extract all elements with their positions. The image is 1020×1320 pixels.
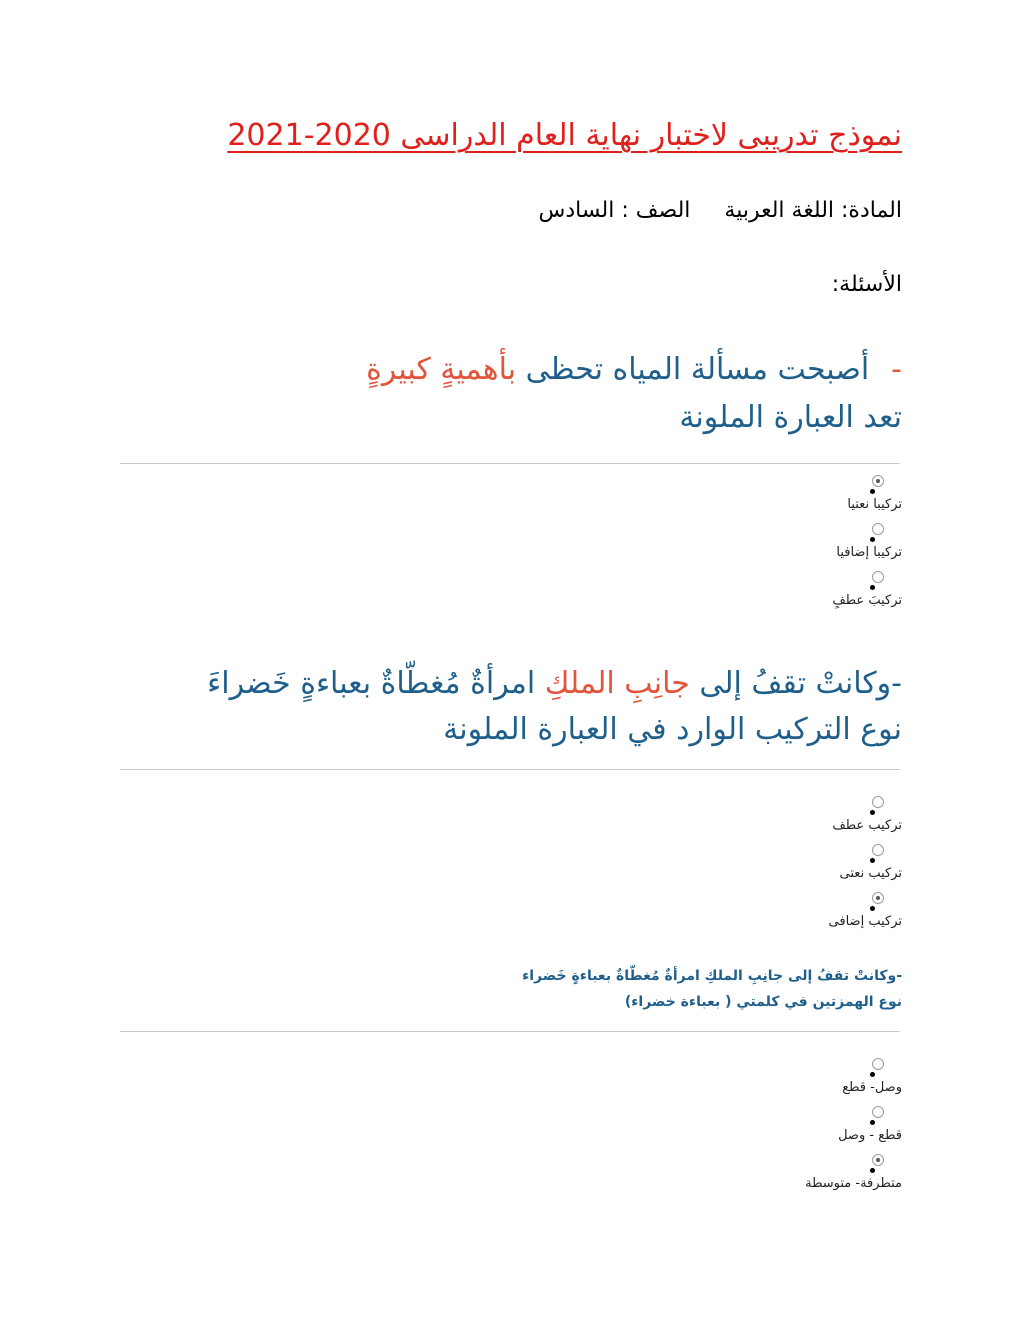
question-2-dash: - — [891, 666, 902, 701]
question-2-option-3[interactable] — [742, 892, 902, 938]
page-title: نموذج تدريبى لاختبار نهاية العام الدراسى 2020-2021 — [227, 118, 902, 153]
radio-icon[interactable] — [872, 1106, 884, 1118]
bullet-icon — [870, 537, 875, 542]
question-3-line-1 — [522, 968, 902, 984]
question-2-line-1 — [207, 666, 902, 701]
bullet-icon — [870, 810, 875, 815]
question-2-option-1[interactable] — [742, 796, 902, 842]
question-1-line-1 — [366, 352, 902, 387]
radio-icon[interactable] — [872, 523, 884, 535]
option-label: تركيب عطف — [832, 818, 902, 833]
subject-label: المادة: اللغة العربية — [724, 198, 902, 223]
option-label: تركيبا نعتيا — [847, 497, 902, 512]
question-2-separator — [120, 769, 900, 770]
option-label: قطع - وصل — [838, 1128, 902, 1143]
radio-icon[interactable] — [872, 844, 884, 856]
option-label: تركيبَ عطفٍ — [832, 593, 902, 608]
question-3-option-3[interactable] — [742, 1154, 902, 1200]
question-1-option-1[interactable] — [742, 475, 902, 521]
bullet-icon — [870, 1168, 875, 1173]
question-2-text-before: وكانتْ تقفُ إلى — [689, 666, 892, 701]
question-3-line-2: نوع الهمزتين في كلمتي ( بعباءة خضراء) — [624, 994, 902, 1010]
question-1-dash: - — [891, 352, 902, 387]
question-1-highlight: بأهميةٍ كبيرةٍ — [366, 352, 517, 387]
grade-label: الصف : السادس — [538, 198, 691, 223]
question-2-highlight: جانِبِ الملكِ — [544, 666, 690, 701]
question-1-option-2[interactable] — [742, 523, 902, 569]
question-1-text: أصبحت مسألة المياه تحظى — [516, 352, 870, 387]
question-1-option-3[interactable] — [742, 571, 902, 617]
option-label: تركيب إضافى — [828, 914, 902, 929]
question-2-text-after: امرأةٌ مُغطّاةٌ بعباءةٍ خَضراءَ — [207, 666, 545, 701]
question-3-dash: - — [896, 968, 902, 984]
question-3-option-2[interactable] — [742, 1106, 902, 1152]
bullet-icon — [870, 489, 875, 494]
question-1-line-2: تعد العبارة الملونة — [679, 400, 902, 435]
radio-selected-icon[interactable] — [872, 892, 884, 904]
option-label: تركيب نعتى — [839, 866, 902, 881]
radio-selected-icon[interactable] — [872, 475, 884, 487]
question-2-option-2[interactable] — [742, 844, 902, 890]
question-3-option-1[interactable] — [742, 1058, 902, 1104]
questions-heading: الأسئلة: — [831, 272, 902, 297]
question-3-text: وكانتْ تقفُ إلى جانِبِ الملكِ امرأةٌ مُغطّاةٌ بعباءةٍ خَضراء — [522, 968, 897, 984]
subject-grade-line — [539, 198, 902, 223]
bullet-icon — [870, 1120, 875, 1125]
radio-icon[interactable] — [872, 571, 884, 583]
question-2-line-2: نوع التركيب الوارد في العبارة الملونة — [443, 712, 902, 747]
radio-selected-icon[interactable] — [872, 1154, 884, 1166]
radio-icon[interactable] — [872, 1058, 884, 1070]
bullet-icon — [870, 858, 875, 863]
bullet-icon — [870, 906, 875, 911]
question-3-separator — [120, 1031, 900, 1032]
bullet-icon — [870, 1072, 875, 1077]
question-1-separator — [120, 463, 900, 464]
bullet-icon — [870, 585, 875, 590]
radio-icon[interactable] — [872, 796, 884, 808]
option-label: تركيبا إضافيا — [836, 545, 902, 560]
option-label: وصل- قطع — [842, 1080, 902, 1095]
option-label: متطرفة- متوسطة — [805, 1176, 902, 1191]
